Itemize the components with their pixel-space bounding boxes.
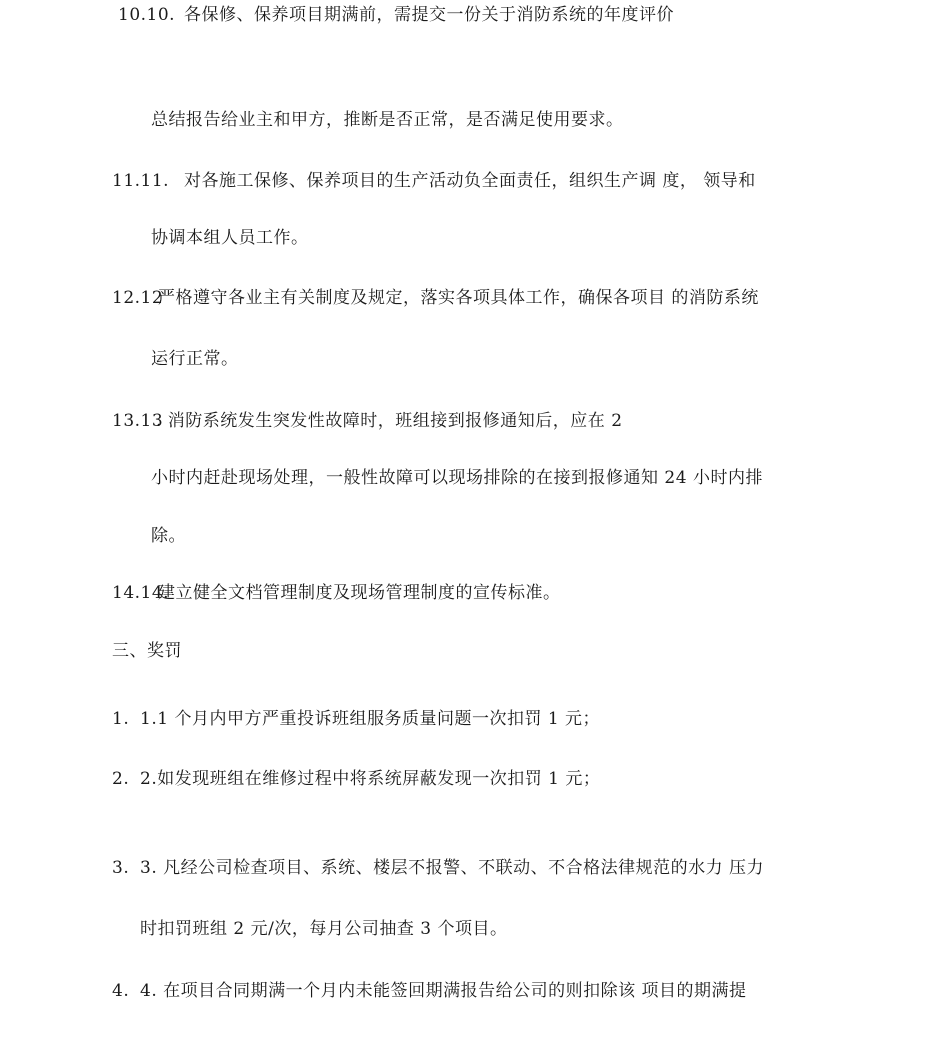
item-11-line-1 (112, 170, 756, 192)
item-10-text: 各保修、保养项目期满前，需提交一份关于消防系统的年度评价 (184, 5, 674, 25)
reward-3-number: 3. (112, 858, 130, 878)
reward-3-text: 3. 凡经公司检查项目、系统、楼层不报警、不联动、不合格法律规范的水力 压力 (140, 858, 765, 878)
section-title: 三、奖罚 (112, 641, 182, 661)
item-14-text: 建立健全文档管理制度及现场管理制度的宣传标准。 (158, 583, 561, 603)
reward-1-number: 1. (112, 709, 130, 729)
item-11-text: 对各施工保修、保养项目的生产活动负全面责任，组织生产调 度， 领导和 (184, 171, 756, 191)
item-12-number: 12.12 (112, 288, 164, 308)
item-14-number: 14.14. (112, 583, 170, 603)
item-13-line-2: 小时内赶赴现场处理，一般性故障可以现场排除的在接到报修通知 24 小时内排 (151, 468, 763, 488)
reward-2-number: 2. (112, 769, 130, 789)
item-11-line-2: 协调本组人员工作。 (151, 228, 309, 248)
item-12-line-1 (112, 287, 759, 309)
item-13-line-1 (112, 410, 623, 432)
reward-1-line-1 (112, 708, 600, 730)
reward-4-text: 4. 在项目合同期满一个月内未能签回期满报告给公司的则扣除该 项目的期满提 (140, 981, 747, 1001)
item-12-line-2: 运行正常。 (151, 349, 239, 369)
item-11-number: 11.11. (112, 171, 170, 191)
item-13-line-3: 除。 (151, 526, 186, 546)
item-10-line-2: 总结报告给业主和甲方，推断是否正常，是否满足使用要求。 (151, 110, 624, 130)
item-10-line-1 (118, 4, 674, 26)
item-14-line-1 (112, 582, 561, 604)
reward-2-line-1 (112, 768, 600, 790)
item-13-text: . 消防系统发生突发性故障时，班组接到报修通知后，应在 2 (156, 411, 623, 431)
item-12-text: 严格遵守各业主有关制度及规定，落实各项具体工作，确保各项目 的消防系统 (158, 288, 759, 308)
reward-3-line-1 (112, 857, 764, 879)
reward-3-line-2: 时扣罚班组 2 元/次，每月公司抽查 3 个项目。 (140, 919, 508, 939)
reward-2-text: 2.如发现班组在维修过程中将系统屏蔽发现一次扣罚 1 元； (140, 769, 601, 789)
reward-4-line-1 (112, 980, 747, 1002)
reward-1-text: 1.1 个月内甲方严重投诉班组服务质量问题一次扣罚 1 元； (140, 709, 601, 729)
item-13-number: 13.13 (112, 411, 164, 431)
item-10-number: 10.10. (118, 5, 176, 25)
reward-4-number: 4. (112, 981, 130, 1001)
